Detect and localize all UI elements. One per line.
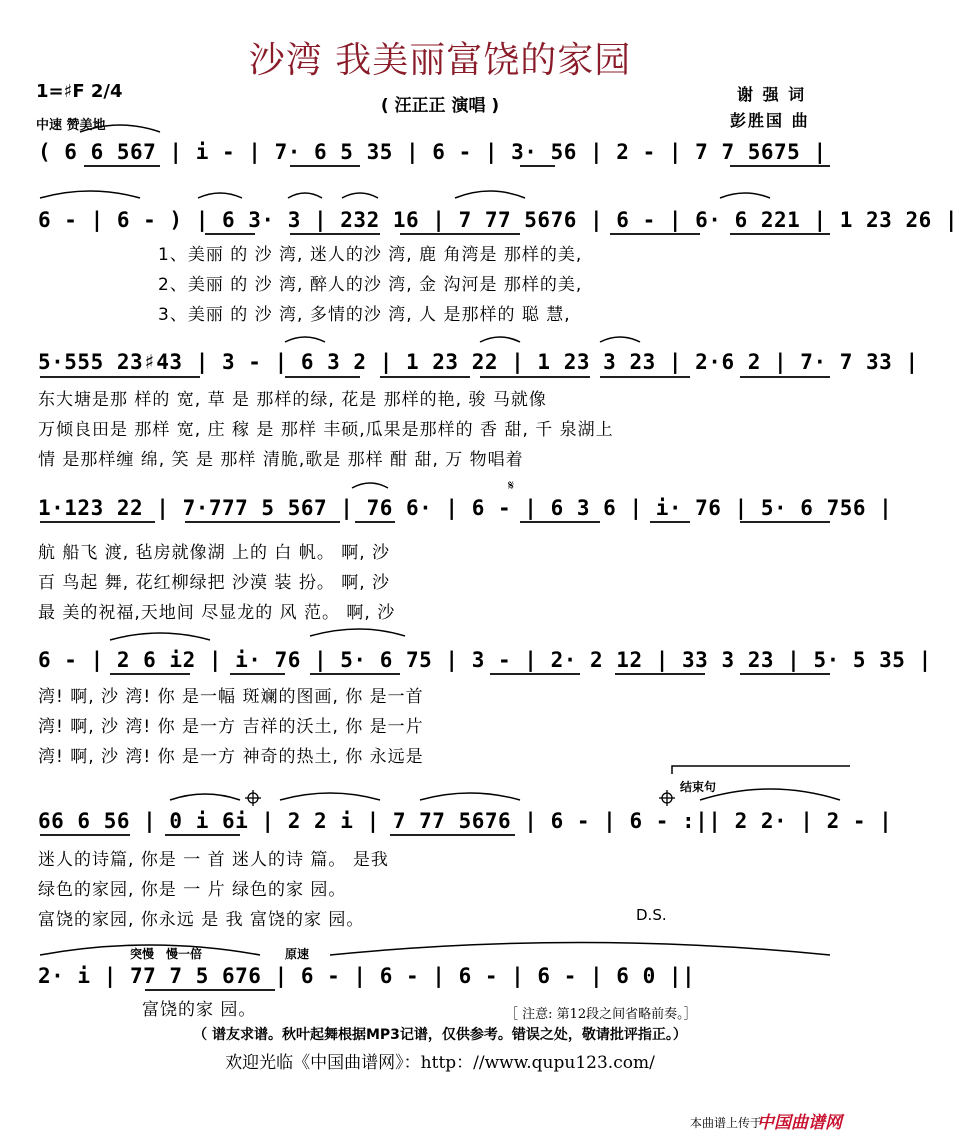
- score-line-5: 6 - | 2 6 i2 | i· 76 | 5· 6 75 | 3 - | 2· 2 12 | 33 3 23 | 5· 5 35 |: [38, 648, 932, 672]
- tie-arc: [600, 337, 640, 342]
- editor-note: ［ 注意: 第12段之间省略前奏。］: [505, 1007, 697, 1022]
- tie-arc: [480, 337, 520, 342]
- upload-label: 本曲谱上传于: [690, 1116, 763, 1130]
- tie-arc: [40, 191, 140, 198]
- lyric-line: 情 是那样缠 绵, 笑 是 那样 清脆,歌是 那样 酣 甜, 万 物唱着: [38, 450, 524, 470]
- ending-label: 结束句: [680, 780, 717, 794]
- tie-arc: [352, 483, 388, 488]
- composer-credit: 彭胜国 曲: [730, 111, 810, 130]
- tie-arc: [198, 193, 242, 198]
- tie-arc: [280, 793, 380, 800]
- lyric-line: 富饶的家 园。: [142, 1000, 257, 1020]
- lyric-line: 3、美丽 的 沙 湾, 多情的沙 湾, 人 是那样的 聪 慧,: [158, 305, 571, 325]
- tempo-mark-sudden-slow: 突慢: [130, 947, 155, 961]
- tie-arc: [330, 943, 830, 956]
- lyric-line: 湾! 啊, 沙 湾! 你 是一方 神奇的热土, 你 永远是: [38, 747, 424, 767]
- tie-arc: [342, 193, 378, 198]
- lyric-line: 航 船飞 渡, 毡房就像湖 上的 白 帆。 啊, 沙: [38, 543, 391, 563]
- tie-arc: [420, 793, 520, 800]
- tie-arc: [720, 193, 770, 198]
- score-line-7: 2· i | 77 7 5 676 | 6 - | 6 - | 6 - | 6 - | 6 0 ||: [38, 964, 696, 988]
- tie-arc: [80, 125, 160, 132]
- lyric-line: 富饶的家园, 你永远 是 我 富饶的家 园。: [38, 910, 365, 930]
- tie-arc: [700, 789, 840, 800]
- tie-arc: [40, 945, 260, 955]
- site-welcome-link[interactable]: 欢迎光临《中国曲谱网》：http：//www.qupu123.com/: [225, 1053, 655, 1073]
- tie-arc: [285, 337, 325, 342]
- lyric-line: 2、美丽 的 沙 湾, 醉人的沙 湾, 金 沟河是 那样的美,: [158, 275, 583, 295]
- tie-arc: [110, 633, 210, 640]
- score-line-4: 1·123 22 | 7·777 5 567 | 76 6· | 6 - | 6 3 6 | i· 76 | 5· 6 756 |: [38, 496, 893, 520]
- score-line-1: ( 6 6 567 | i - | 7· 6 5 35 | 6 - | 3· 56 | 2 - | 7 7 5675 |: [38, 140, 827, 164]
- lyric-line: 万倾良田是 那样 宽, 庄 稼 是 那样 丰硕,瓜果是那样的 香 甜, 千 泉湖上: [38, 420, 614, 440]
- tie-arc: [288, 193, 322, 198]
- lyric-line: 东大塘是那 样的 宽, 草 是 那样的绿, 花是 那样的艳, 骏 马就像: [38, 390, 547, 410]
- site-logo: 中国曲谱网: [757, 1113, 842, 1133]
- segno-symbol: 𝄋: [508, 478, 515, 494]
- tie-arc: [455, 191, 525, 198]
- tie-arc: [170, 794, 240, 800]
- score-line-2: 6 - | 6 - ) | 6 3· 3 | 232 16 | 7 77 5676 | 6 - | 6· 6 221 | 1 23 26 |: [38, 208, 958, 232]
- lyric-line: 最 美的祝福,天地间 尽显龙的 风 范。 啊, 沙: [38, 603, 396, 623]
- lyric-line: 湾! 啊, 沙 湾! 你 是一幅 斑斓的图画, 你 是一首: [38, 687, 424, 707]
- lyric-line: 绿色的家园, 你是 一 片 绿色的家 园。: [38, 880, 347, 900]
- lyric-line: 迷人的诗篇, 你是 一 首 迷人的诗 篇。 是我: [38, 850, 389, 870]
- tempo-mark-half-speed: 慢一倍: [166, 947, 203, 961]
- dal-segno-mark: D.S.: [636, 906, 667, 924]
- tie-arc: [310, 629, 405, 636]
- lyric-line: 1、美丽 的 沙 湾, 迷人的沙 湾, 鹿 角湾是 那样的美,: [158, 245, 583, 265]
- score-line-3: 5·555 23♯43 | 3 - | 6 3 2 | 1 23 22 | 1 23 3 23 | 2·6 2 | 7· 7 33 |: [38, 350, 919, 374]
- tempo-marking: 中速 赞美地: [36, 118, 106, 133]
- score-line-6: 66 6 56 | 0 i 6i | 2 2 i | 7 77 5676 | 6 - | 6 - :|| 2 2· | 2 - |: [38, 809, 893, 833]
- key-signature: 1=♯F 2/4: [36, 81, 123, 102]
- transcription-note: （ 谱友求谱。秋叶起舞根据MP3记谱，仅供参考。错误之处，敬请批评指正。）: [193, 1027, 687, 1043]
- song-title: 沙湾 我美丽富饶的家园: [248, 40, 632, 81]
- lyricist-credit: 谢 强 词: [737, 85, 807, 104]
- lyric-line: 湾! 啊, 沙 湾! 你 是一方 吉祥的沃土, 你 是一片: [38, 717, 424, 737]
- lyric-line: 百 鸟起 舞, 花红柳绿把 沙漠 装 扮。 啊, 沙: [38, 573, 391, 593]
- performer-credit: ( 汪正正 演唱 ): [380, 96, 500, 116]
- tempo-mark-original: 原速: [285, 947, 310, 961]
- ending-bracket: [672, 766, 850, 774]
